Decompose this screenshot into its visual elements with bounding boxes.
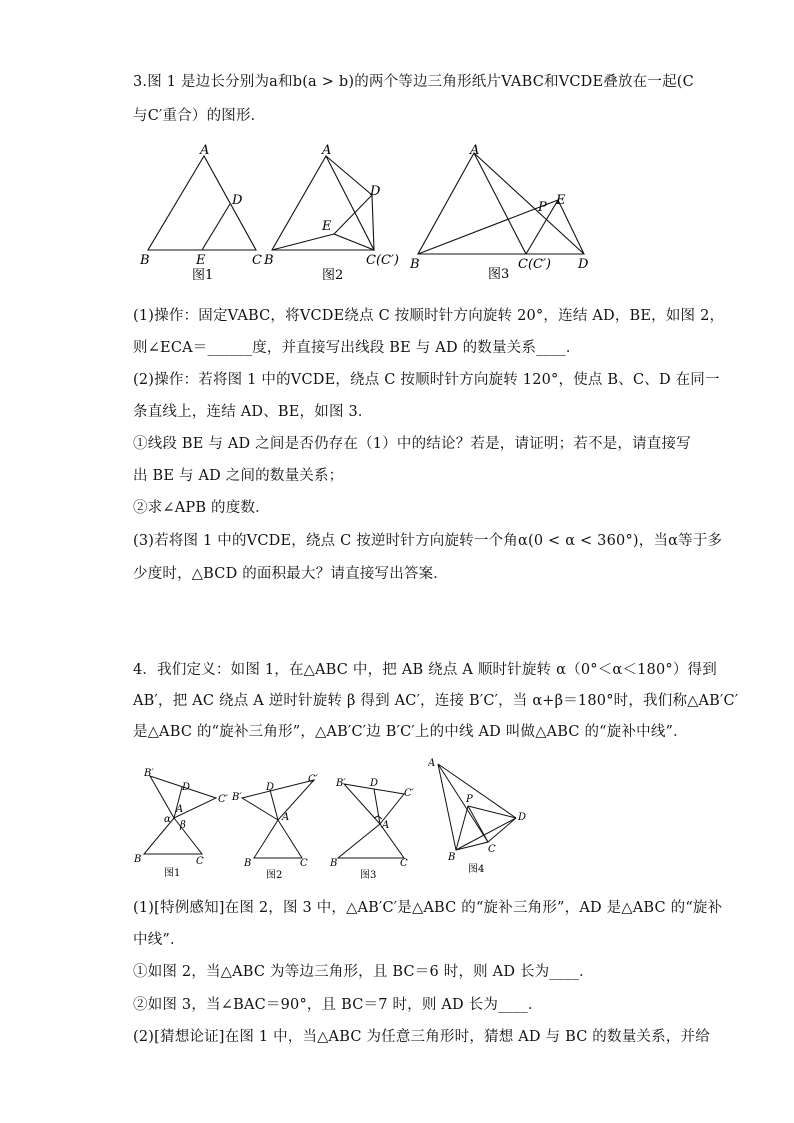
label-c: C [400, 858, 408, 869]
label-a: A [282, 812, 290, 823]
q3-part3-line1: (3)若将图 1 中的VCDE，绕点 C 按逆时针方向旋转一个角α(0 < α < 360°)，当α等于多 [133, 533, 723, 549]
label-e: E [556, 193, 566, 208]
segment-pd [468, 806, 516, 818]
q3-intro-line2: 与C′重合）的图形． [133, 108, 266, 124]
q4-part2-line1: (2)[猜想论证]在图 1 中，当△ABC 为任意三角形时，猜想 AD 与 BC 的数量关系，并给 [133, 1029, 710, 1045]
figure-caption: 图2 [322, 268, 344, 280]
label-c-prime: C′ [218, 794, 228, 805]
label-a: A [322, 143, 332, 158]
q3-part1-line2: 则∠ECA＝______度，并直接写出线段 BE 与 AD 的数量关系____． [133, 340, 581, 356]
triangle-cde [334, 195, 374, 250]
segment-bd [456, 818, 516, 850]
q3-part2b: ②求∠APB 的度数． [133, 500, 270, 516]
triangle-abc [418, 153, 526, 254]
label-c: C [196, 856, 204, 867]
label-b: B [410, 257, 420, 272]
q3-figure-1 [140, 140, 265, 280]
q3-part2-line1: (2)操作：若将图 1 中的VCDE，绕点 C 按顺时针方向旋转 120°，使点 B、C、D 在同一 [133, 372, 720, 388]
label-e: E [196, 253, 206, 268]
label-e: E [322, 219, 332, 234]
figure-caption: 图3 [488, 267, 510, 280]
q3-figure-2 [262, 140, 412, 280]
triangle-abc [254, 820, 302, 858]
label-d: D [266, 782, 275, 793]
label-a: A [382, 820, 390, 831]
q4-figure-2 [230, 770, 330, 882]
label-c-prime: C′ [308, 774, 318, 785]
figure-caption: 图2 [266, 870, 283, 881]
label-p: P [538, 200, 547, 215]
triangle-abc [272, 156, 374, 250]
q3-intro-line1: 3.图 1 是边长分别为a和b(a > b)的两个等边三角形纸片VABC和VCDE叠放在一起(C [133, 74, 694, 90]
segment-pc [468, 806, 488, 842]
label-b: B [448, 852, 456, 863]
segment-ad [326, 156, 372, 195]
figure-caption: 图1 [192, 268, 214, 280]
segment-ad [438, 764, 516, 818]
label-c: C(C′) [518, 257, 551, 272]
q3-part2a-line1: ①线段 BE 与 AD 之间是否仍存在（1）中的结论？若是，请证明；若不是，请直接写 [133, 436, 691, 452]
segment-ed [202, 204, 230, 250]
segment-cd [488, 818, 516, 842]
label-a: A [428, 758, 436, 769]
q4-definition-line1: 4．我们定义：如图 1，在△ABC 中，把 AB 绕点 A 顺时针旋转 α（0°＜α＜180°）得到 [133, 662, 717, 678]
figure-caption: 图3 [360, 870, 377, 881]
q3-part1-line1: (1)操作：固定VABC，将VCDE绕点 C 按顺时针方向旋转 20°，连结 AD，BE，如图 2， [133, 308, 725, 324]
label-p: P [466, 794, 473, 805]
q4-part1a: ①如图 2，当△ABC 为等边三角形，且 BC＝6 时，则 AD 长为____． [133, 964, 594, 980]
label-b: B [330, 858, 338, 869]
q4-definition-line3: 是△ABC 的“旋补三角形”，△AB′C′边 B′C′上的中线 AD 叫做△ABC 的“旋补中线”． [133, 724, 688, 740]
label-b: B [264, 253, 274, 268]
label-alpha: α [164, 814, 171, 825]
label-beta: β [180, 820, 186, 831]
label-a: A [200, 143, 210, 158]
label-b-prime: B′ [336, 778, 346, 789]
segment-be [272, 234, 334, 250]
triangle-abc [338, 824, 404, 858]
label-c: C [300, 858, 308, 869]
segment-pb [456, 806, 468, 850]
label-d: D [578, 257, 589, 272]
label-c: C [488, 844, 496, 855]
figure-caption: 图1 [164, 868, 181, 879]
q4-part1b: ②如图 3，当∠BAC＝90°，且 BC＝7 时，则 AD 长为____． [133, 997, 543, 1013]
q3-figure-3 [406, 138, 596, 280]
label-b-prime: B′ [232, 792, 242, 803]
q3-part2a-line2: 出 BE 与 AD 之间的数量关系； [133, 468, 344, 484]
label-d: D [182, 782, 191, 793]
label-a: A [470, 143, 480, 158]
q3-part2-line2: 条直线上，连结 AD、BE，如图 3． [133, 404, 373, 420]
q4-figure-3 [330, 772, 428, 882]
label-b: B [140, 253, 150, 268]
triangle-ab2c2 [242, 780, 314, 820]
label-b: B [134, 854, 142, 865]
segment-be [418, 200, 558, 254]
q4-definition-line2: AB′，把 AC 绕点 A 逆时针旋转 β 得到 AC′，连接 B′C′，当 α+β＝180°时，我们称△AB′C′ [133, 693, 739, 709]
q4-part1-line1: (1)[特例感知]在图 2，图 3 中，△AB′C′是△ABC 的“旋补三角形”，AD 是△ABC 的“旋补 [133, 900, 723, 916]
q4-figure-4 [428, 754, 538, 880]
q4-part1-line2: 中线”． [133, 932, 185, 948]
q3-part3-line2: 少度时，△BCD 的面积最大？请直接写出答案． [133, 566, 449, 582]
label-a: A [176, 804, 184, 815]
label-c: C(C′) [366, 253, 399, 268]
segment-ad [474, 153, 584, 254]
label-c: C [252, 253, 262, 268]
label-d: D [370, 778, 379, 789]
figure-caption: 图4 [468, 864, 485, 875]
q4-figure-1 [130, 762, 235, 880]
label-b: B [244, 858, 252, 869]
label-b-prime: B′ [144, 768, 154, 779]
label-c-prime: C′ [404, 788, 414, 799]
label-d: D [232, 193, 243, 208]
label-d: D [370, 184, 381, 199]
triangle-abc [144, 818, 202, 854]
label-d: D [518, 812, 527, 823]
